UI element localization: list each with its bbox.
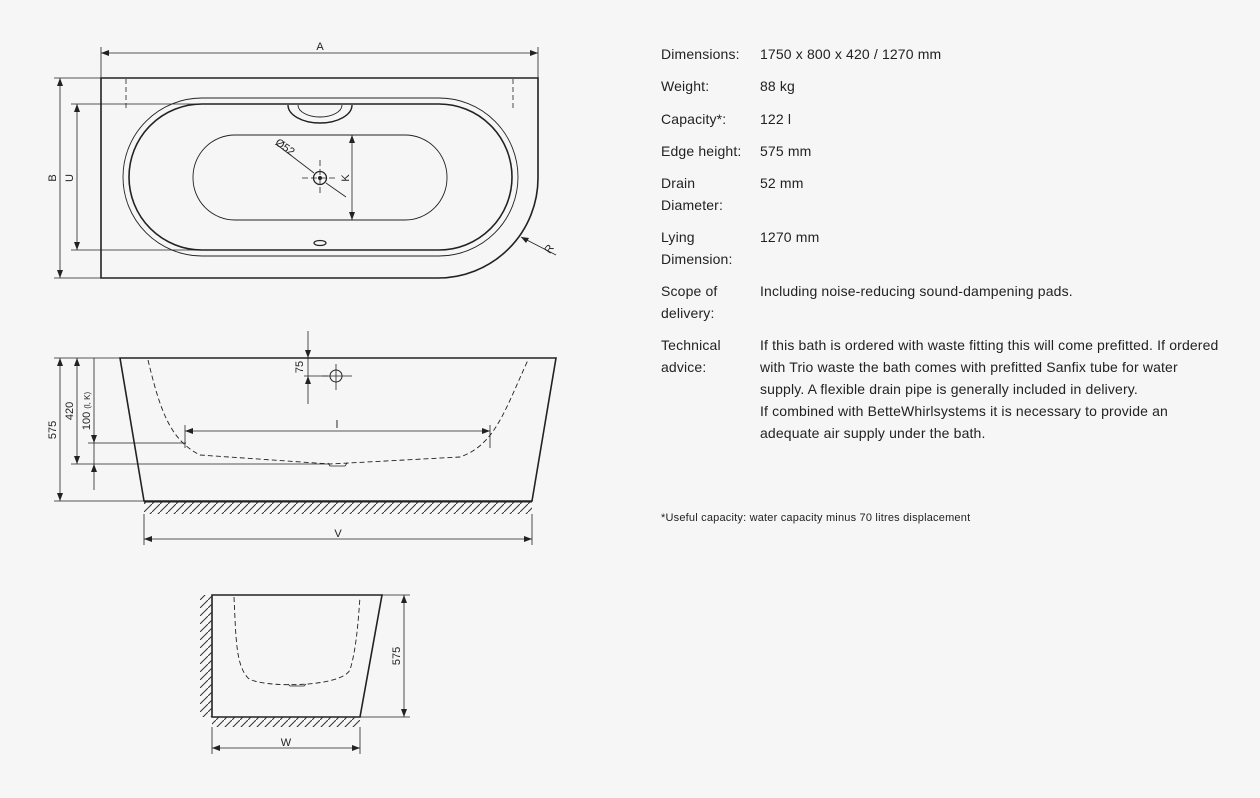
capacity-footnote: *Useful capacity: water capacity minus 70 litres displacement	[661, 512, 971, 524]
dim-v-label: V	[334, 528, 342, 540]
spec-value: 88 kg	[760, 78, 795, 95]
technical-advice-paragraph: If combined with BetteWhirlsystems it is necessary to provide an adequate air supply under the bath.	[760, 402, 1168, 441]
spec-label: Lying Dimension:	[661, 229, 733, 268]
dim-u-label: U	[64, 174, 76, 182]
spec-label: Weight:	[661, 78, 710, 95]
spec-value: 1750 x 800 x 420 / 1270 mm	[760, 46, 942, 62]
spec-scope-of-delivery	[661, 281, 1221, 325]
dim-drain-diameter-label: Ø52	[272, 136, 297, 159]
dim-r-label: R	[542, 242, 557, 256]
spec-value: 575 mm	[760, 142, 812, 159]
spec-label: Scope of delivery:	[661, 283, 718, 322]
end-view-drawing	[200, 595, 410, 754]
dim-100-sub: (l, K)	[83, 391, 92, 409]
spec-value: 1270 mm	[760, 229, 820, 246]
dim-b-label: B	[47, 174, 59, 182]
spec-value: 122 l	[760, 110, 792, 127]
dim-100-value: 100	[81, 411, 93, 431]
spec-edge-height	[661, 141, 1221, 163]
spec-dimensions	[661, 44, 1221, 66]
dim-a-label: A	[316, 41, 324, 53]
dim-w-label: W	[280, 737, 292, 749]
top-view-drawing	[54, 47, 556, 278]
specifications-list	[661, 44, 1221, 455]
spec-value	[760, 335, 1221, 444]
spec-technical-advice	[661, 335, 1221, 444]
spec-weight	[661, 76, 1221, 98]
spec-value: 52 mm	[760, 175, 804, 192]
spec-drain-diameter	[661, 173, 1221, 217]
spec-label: Technical advice:	[661, 337, 721, 376]
spec-label: Edge height:	[661, 142, 742, 159]
spec-capacity	[661, 109, 1221, 131]
dim-k-label: K	[340, 174, 352, 182]
spec-label: Dimensions:	[661, 46, 740, 62]
technical-advice-paragraph: If this bath is ordered with waste fitting this will come prefitted. If ordered with Trio waste the bath comes with prefitted Sanfix tube for water supply. A flexible drain pipe is generally included in delivery.	[760, 337, 1219, 398]
spec-label: Capacity*:	[661, 110, 727, 127]
spec-value: Including noise-reducing sound-dampening pads.	[760, 283, 1073, 300]
dim-575-side-label: 575	[47, 420, 59, 440]
spec-label: Drain Diameter:	[661, 175, 724, 213]
dim-100-label	[81, 392, 93, 431]
dim-420-label: 420	[64, 401, 76, 421]
dim-l-label: l	[335, 419, 339, 431]
dim-75-label: 75	[294, 360, 306, 374]
dim-575-end-label: 575	[391, 646, 403, 666]
spec-lying-dimension	[661, 227, 1221, 271]
